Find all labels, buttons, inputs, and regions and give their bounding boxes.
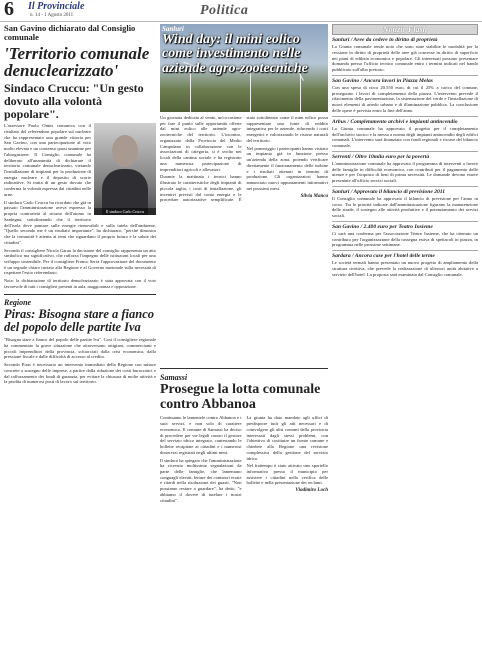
- divider: [4, 294, 156, 295]
- article-kicker: San Gavino dichiarato dal Consiglio comunale: [4, 24, 136, 43]
- center-column: [160, 24, 328, 654]
- right-column: [332, 24, 478, 654]
- turbine-tower: [250, 70, 251, 112]
- paragraph: L'assessore Paolo Onnis comunica con il risultato del referendum popolare sul nucleare che ha rappresentato una grande vittoria per San Gavino, con una partecipazione al voto molto elevata e un consenso quasi unanime per l'abrogazione. Il Consiglio comunale ha deliberato all'unanimità di dichiarare il territorio comunale denuclearizzato, vietando l'installazione di impianti per la produzione di energia nucleare e il deposito di scorie radioattive. Si tratta di un gesto dovuto che conferma la volontà espressa dai cittadini nelle urne.: [4, 123, 91, 197]
- news-item-title: San Gavino / Ancora lavori in Piazza Melas: [332, 77, 433, 84]
- article-body: [160, 415, 328, 503]
- article-headline: 'Territorio comunale denuclearizzato': [4, 43, 150, 81]
- divider: [332, 186, 478, 187]
- author-signature: Silvia Manca: [300, 193, 328, 199]
- newspaper-logo: Il Provinciale: [28, 1, 85, 12]
- news-item: [332, 78, 478, 114]
- news-item: [332, 37, 478, 73]
- article-body: [4, 123, 156, 291]
- divider: [160, 368, 328, 369]
- article-headline: Piras: Bisogna stare a fianco del popolo delle partite Iva: [4, 306, 155, 335]
- section-title: Politica: [200, 3, 249, 18]
- divider: [332, 151, 478, 152]
- paragraph: La giunta ha dato mandato agli uffici di predisporre tutti gli atti necessari e di coinvolgere gli altri comuni della provincia interessati dagli stessi problemi, con l'obiettivo di costituire un fronte comune e chiedere alla Regione una revisione complessiva della gestione del servizio idrico.: [246, 415, 328, 461]
- news-item-title: San Gavino / 2.400 euro per Teatro Insieme: [332, 223, 433, 230]
- paragraph: Nel pomeriggio i partecipanti hanno visitato un impianto già in funzione presso un'azienda della zona, potendo verificare direttamente il funzionamento delle turbine e i risultati ottenuti in termini di produzione. Gli organizzatori hanno annunciato nuovi appuntamenti informativi nei prossimi mesi.: [246, 145, 328, 191]
- paragraph: Il sindaco ha spiegato che l'amministrazione ha ricevuto moltissime segnalazioni da parte delle famiglie, che lamentano conguagli elevati, letture dei contatori errate e ritardi nella risoluzione dei guasti. "Non possiamo restare a guardare", ha detto, "e abbiamo il dovere di tutelare i nostri cittadini".: [160, 457, 242, 503]
- photo-caption: Il sindaco Carlo Cruccu: [94, 208, 156, 215]
- paragraph: Nel frattempo è stato attivato uno sportello informativo presso il municipio per assistere i cittadini nella verifica delle bollette e nella presentazione dei reclami.: [246, 463, 328, 486]
- news-item-title: Sanluri / Approvato il bilancio di previsione 2011: [332, 188, 446, 195]
- news-item-text: La Giunta comunale ha approvato il progetto per il completamento dell'archivio storico e la messa a norma degli impianti antincendio degli edifici comunali. L'intervento sarà finanziato con fondi regionali e risorse del bilancio comunale.: [332, 125, 478, 148]
- paragraph: Un giornata dedicata al vento, un'occasione per fare il punto sulle opportunità offerte dal mini eolico alle aziende agro-zootecniche del territorio. L'incontro, organizzato dalla Provincia del Medio Campidano in collaborazione con le associazioni di categoria, si è svolto nei locali della cantina sociale e ha registrato una numerosa partecipazione di imprenditori agricoli e allevatori.: [160, 115, 242, 172]
- news-item-text: La Giunta comunale rende noto che sono state stabilite le modalità per la cessione in diritto di proprietà delle aree già concesse in diritto di superficie nei piani di edilizia economica e popolare. Gli interessati possono presentare domanda presso l'ufficio tecnico comunale entro i termini indicati nel bando pubblicato sull'albo pretorio.: [332, 44, 478, 73]
- wind-photo-banner: [160, 24, 328, 112]
- article-tag: Regione: [4, 297, 32, 307]
- article-note: Nota: la dichiarazione di territorio denuclearizzato è stata approvata con il voto favorevole di tutti i consiglieri presenti in aula, maggioranza e opposizione.: [4, 278, 156, 289]
- turbine-tower: [300, 74, 301, 112]
- news-item-title: Serrenti / Oltre 10mila euro per la povertà: [332, 153, 430, 160]
- portrait-face: [112, 135, 138, 167]
- article-tag: Samassi: [160, 373, 188, 382]
- notizie-flash-banner: Notizie Flash: [332, 24, 478, 35]
- news-item: [332, 224, 478, 248]
- masthead: [0, 0, 482, 22]
- paragraph: Durante la mattinata i tecnici hanno illustrato le caratteristiche degli impianti di piccola taglia, i costi di installazione, gli incentivi previsti dal conto energia e le procedure autorizzative semplificate. È stato sottolineato come il mini eolico possa rappresentare una fonte di reddito integrativa per le aziende, riducendo i costi energetici e valorizzando le risorse naturali del territorio.: [160, 115, 328, 203]
- author-signature: Vladimiro Loch: [295, 488, 328, 494]
- news-item-text: Le società termali hanno presentato un nuovo progetto di ampliamento della struttura ricettiva, che prevede la realizzazione di ulteriori unità abitative a servizio dell'hotel. La proposta sarà esaminata dal Consiglio comunale.: [332, 260, 478, 277]
- news-item-title: Sardara / Ancora case per l'hotel delle terme: [332, 253, 435, 260]
- news-item-title: Arbus / Completamento archivi e impianti antincendio: [332, 118, 458, 125]
- paragraph: Il sindaco Carlo Cruccu ha ricordato che già in passato l'amministrazione aveva espresso la propria contrarietà al ritorno dell'atomo in Sardegna, sottolineando che il territorio dell'isola deve puntare sulle energie rinnovabili e sulla tutela dell'ambiente. "Quello secondo me è un risultato importante", ha dichiarato, "perché dimostra che la comunità è attenta ai temi che riguardano il proprio futuro e la salute dei cittadini".: [4, 199, 156, 245]
- paragraph: Secondo Piras è necessario un intervento immediato della Regione con misure concrete a sostegno delle imprese, a partire dalla riduzione dei costi burocratici e dal rafforzamento dei fondi di garanzia, per evitare la chiusura di molte attività e la perdita di numerosi posti di lavoro sul territorio.: [4, 362, 156, 385]
- news-item: [332, 189, 478, 219]
- divider: [332, 250, 478, 251]
- news-item-text: Ci sarà una conferma per l'associazione Teatro Insieme, che ha ottenuto un contributo per l'organizzazione della rassegna estiva di spettacoli in piazza, in programma nelle prossime settimane.: [332, 231, 478, 248]
- news-item: [332, 253, 478, 277]
- article-headline: Wind day: il mini eolico come investimento nelle aziende agro-zootecniche: [162, 32, 308, 76]
- news-item-text: Con una spesa di circa 20.550 euro, di cui il 25% a carico del comune, proseguono i lavori di completamento della piazza. L'intervento prevede il rifacimento della pavimentazione, la sistemazione del verde e l'installazione di nuovi elementi di arredo urbano e di illuminazione pubblica. La conclusione delle opere è prevista entro la fine dell'anno.: [332, 84, 478, 113]
- paragraph: Secondo il consigliere Nicola Garau la decisione del consiglio rappresenta un atto simbolico ma significativo, che rafforza l'impegno delle istituzioni locali per uno sviluppo sostenibile. Per il consigliere Franco Serra l'approvazione del documento è un segnale chiaro inviato alla Regione e al Governo nazionale sulla necessità di rispettare l'esito referendario.: [4, 247, 156, 276]
- article-headline: Prosegue la lotta comunale contro Abbanoa: [160, 382, 321, 412]
- article-body: [160, 115, 328, 365]
- news-item-text: L'amministrazione comunale ha approvato il programma di interventi a favore delle famiglie in difficoltà economica, con contributi per il pagamento delle utenze e per l'acquisto di beni di prima necessità. Le domande devono essere presentate all'ufficio servizi sociali.: [332, 160, 478, 184]
- issue-info: n. 14 - 1 Agosto 2011: [30, 13, 74, 18]
- mayor-photo: [94, 123, 156, 215]
- news-item-title: Sanluri / Aree da cedere in diritto di proprietà: [332, 37, 438, 43]
- news-item: [332, 154, 478, 184]
- paragraph: "Bisogna stare a fianco del popolo delle partite Iva". Così il consigliere regionale ha commentato la grave situazione che attraversano artigiani, commercianti e piccoli imprenditori della provincia, schiacciati dalla crisi economica, dalla pressione fiscale e dalle difficoltà di accesso al credito.: [4, 337, 156, 360]
- news-item: [332, 119, 478, 149]
- left-column: [4, 24, 156, 654]
- paragraph: Continuano le lamentele contro Abbanoa e i suoi servizi, e non solo di carattere economico. Il comune di Samassi ha deciso di procedere per vie legali contro il gestore del servizio idrico integrato, contestando le bollette recapitate ai cittadini e i numerosi disservizi registrati negli ultimi mesi.: [160, 415, 242, 455]
- divider: [332, 116, 478, 117]
- divider: [332, 75, 478, 76]
- news-item-text: Il Consiglio comunale ha approvato il bilancio di previsione per l'anno in corso. Tra le priorità indicate dall'amministrazione figurano la manutenzione delle strade, il sostegno alle attività produttive e il potenziamento dei servizi sociali.: [332, 195, 478, 219]
- divider: [332, 221, 478, 222]
- page-number: 6: [4, 0, 14, 20]
- article-subhead: Sindaco Cruccu: "Un gesto dovuto alla volontà popolare".: [4, 81, 144, 121]
- article-tag: Sanluri: [162, 25, 184, 33]
